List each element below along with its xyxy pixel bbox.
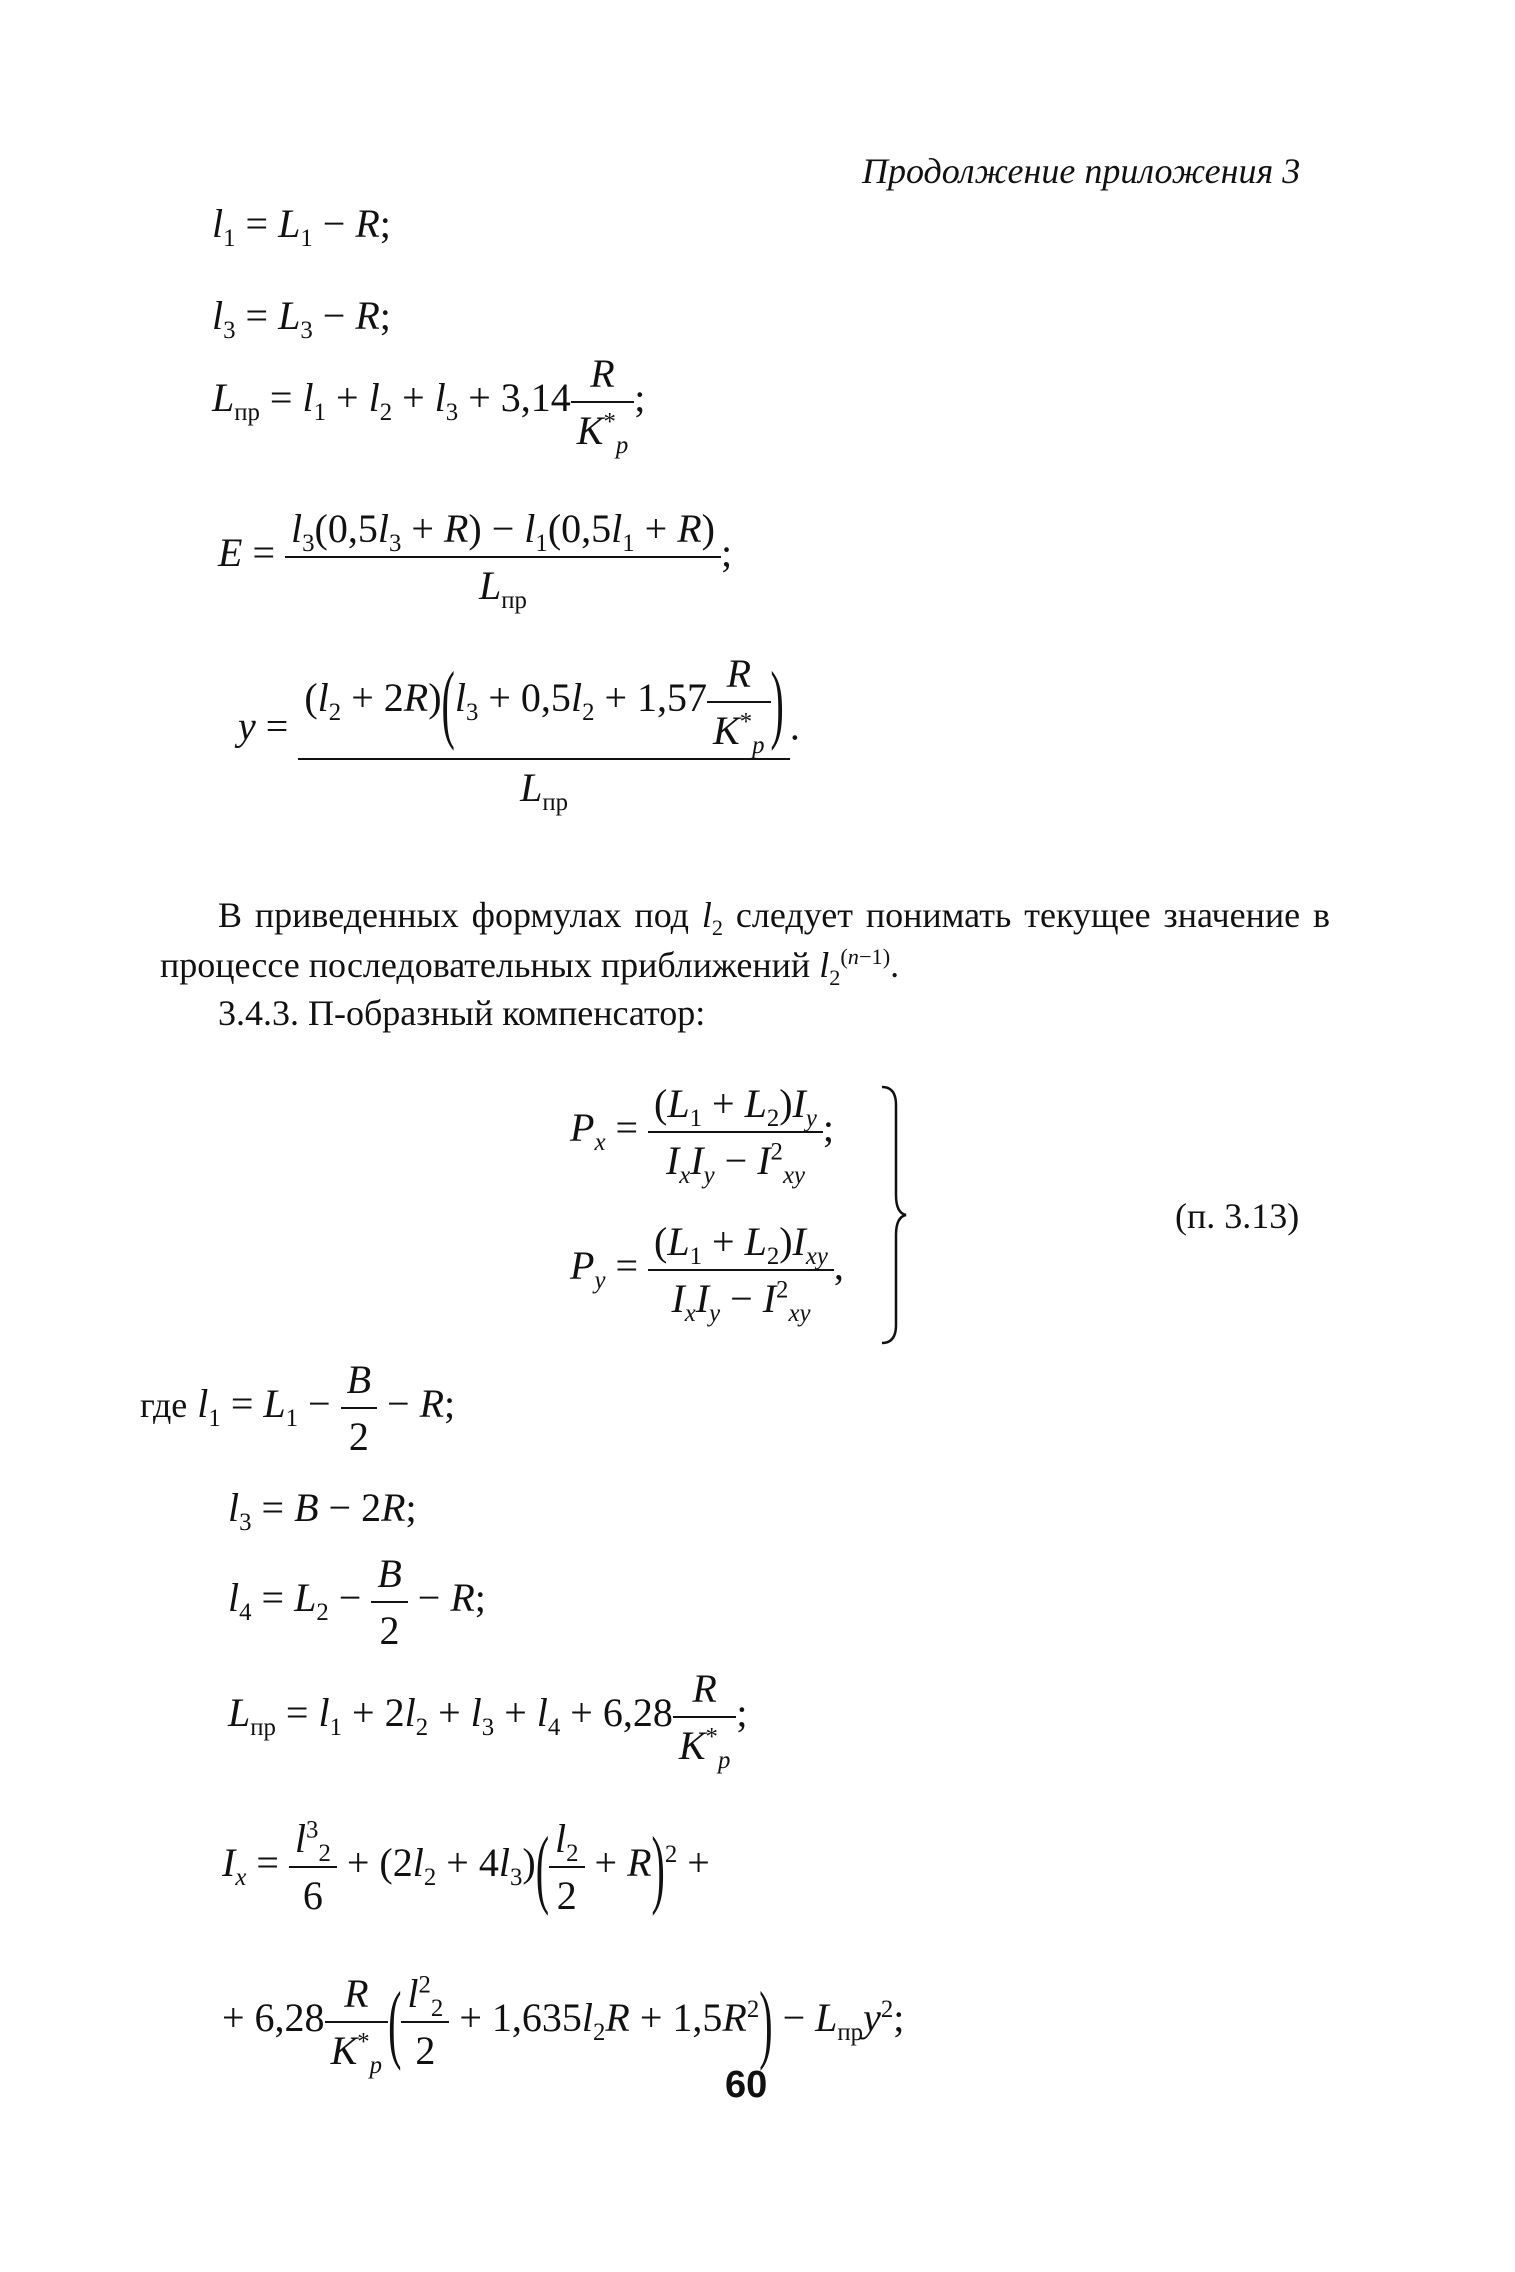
formula-e: E = $\frac{l_3(0,5l_3 + R) - l_1(0,5l_1 + R)}{L_{пр}}$ ;	[218, 506, 733, 614]
formula-lpr-2: $L_{пр} = l_1 + 2l_2 + l_3 + l_4 + 6,28$ $\frac{R}{K^*_p}$ ;	[228, 1666, 748, 1774]
para1-part-c: .	[890, 945, 900, 985]
section-heading: 3.4.3. П-образный компенсатор:	[218, 993, 706, 1033]
page-number: 60	[725, 2064, 768, 2106]
right-brace	[878, 1085, 908, 1345]
formula-py: $P_y$ = $\frac{(L_1 + L_2)I_{xy}}{I_xI_y - I^2_{xy}}$ ,	[570, 1219, 844, 1327]
para1-part-b: следует понимать текущее значение в процессе последовательных приближений	[160, 895, 1330, 985]
formula-l1-p: где $l_1 = L_1$ − $\frac{B}{2}$ − R;	[140, 1357, 456, 1459]
formula-l3: $l_3 = L_3 - R$;	[212, 293, 391, 344]
formula-y: y = $(l_2 + 2R)(l_3 + 0,5l_2 + 1,57$ $\frac{R}{K^*_p}$ ) $L_{пр}$ .	[238, 651, 800, 816]
formula-ix-line2: + 6,28 $\frac{R}{K^*_p}$ ( $\frac{l^2_2}{2}$ + $1,635l_2R + 1,5R^2) - L_{пр}y^2$;	[222, 1971, 905, 2079]
formula-lpr-1: $L_{пр} = l_1 + l_2 + l_3 + 3,14$ $\frac{R}{K^*_p}$ ;	[212, 351, 646, 459]
formula-l1: $l_1 = L_1 - R$;	[212, 201, 391, 252]
page-header-continuation: Продолжение приложения 3	[862, 151, 1301, 191]
formula-l4: $l_4 = L_2$ − $\frac{B}{2}$ − R;	[228, 1551, 486, 1653]
formula-px: $P_x$ = $\frac{(L_1 + L_2)I_y}{I_xI_y - I^2_{xy}}$ ;	[570, 1081, 835, 1189]
formula-ix-line1: $I_x$ = $\frac{l^3_2}{6}$ + $(2l_2 + 4l_3)$( $\frac{l_2}{2}$ + R)$^2$ +	[222, 1816, 710, 1918]
equation-reference: (п. 3.13)	[1175, 1196, 1300, 1236]
where-label: где	[140, 1385, 188, 1426]
para1-part-a: В приведенных формулах под	[218, 895, 702, 935]
formula-l3-p: $l_3 = B - 2R$;	[228, 1485, 417, 1536]
paragraph-iteration-note: В приведенных формулах под $l_2$ следует понимать текущее значение в процессе последовательных приближений $l_2^{(n-1)}$.	[160, 895, 1330, 991]
